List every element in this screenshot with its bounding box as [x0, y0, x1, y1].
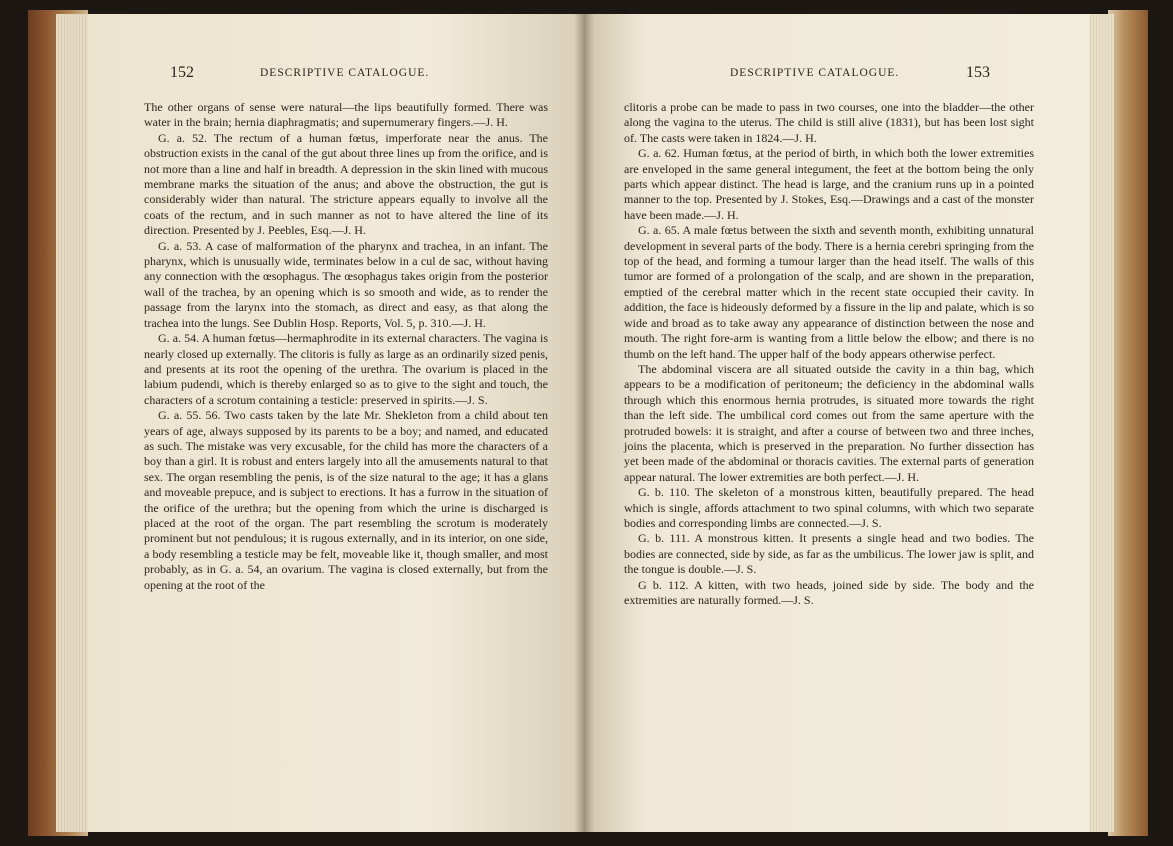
running-head: DESCRIPTIVE CATALOGUE. — [730, 67, 900, 79]
page-number: 152 — [170, 64, 194, 81]
left-page — [88, 14, 584, 832]
page-edges-right — [1088, 14, 1114, 832]
right-page — [584, 14, 1090, 832]
paragraph: G. a. 65. A male fœtus between the sixth and seventh month, exhibiting unnatural development in several parts of the body. There is a hernia cerebri springing from the top of the head, and forming a tumour larger than the head itself. The walls of this tumor are formed of a prolongation of the scalp, and are shown in the preparation, emptied of the cerebral matter which in the recent state occupied their cavity. In addition, the face is hideously deformed by a fissure in the lip and palate, which is so wide and broad as to take away any appearance of distinction between the nose and mouth. The right fore-arm is wanting from a little below the elbow; and there is no thumb on the left hand. The upper half of the body appears otherwise perfect. — [624, 223, 1034, 361]
right-page-header — [584, 64, 1090, 84]
paragraph: G. b. 111. A monstrous kitten. It presents a single head and two bodies. The bodies are connected, side by side, as far as the umbilicus. The lower jaw is split, and the tongue is double.—J. S. — [624, 531, 1034, 577]
page-edges-left — [56, 14, 90, 832]
right-page-body — [624, 100, 1034, 608]
paragraph: The other organs of sense were natural—the lips beautifully formed. There was water in the brain; hernia diaphragmatis; and supernumerary fingers.—J. H. — [144, 100, 548, 130]
paragraph: G. a. 53. A case of malformation of the pharynx and trachea, in an infant. The pharynx, which is unusually wide, terminates below in a cul de sac, without having any connection with the œsophagus. The œsophagus takes origin from the posterior wall of the trachea, by an opening which is so smooth and wide, as to render the passage from the larynx into the stomach, as direct and easy, as that along the trachea into the lungs. See Dublin Hosp. Reports, Vol. 5, p. 310.—J. H. — [144, 238, 548, 330]
paragraph: G. b. 110. The skeleton of a monstrous kitten, beautifully prepared. The head which is single, affords attachment to two spinal columns, with which two separate bodies and corresponding limbs are connected.—J. S. — [624, 485, 1034, 530]
paragraph: G. a. 52. The rectum of a human fœtus, imperforate near the anus. The obstruction exists in the canal of the gut about three lines up from the orifice, and is not more than a line and half in breadth. A depression in the skin lined with mucous membrane marks the situation of the anus; and above the obstruction, the gut is considerably wider than natural. The stricture appears equally to involve all the coats of the rectum, and in such manner as not to have altered the line of its direction. Presented by J. Peebles, Esq.—J. H. — [144, 130, 548, 238]
page-number: 153 — [966, 64, 990, 81]
book-gutter — [574, 14, 594, 832]
paragraph: G. a. 62. Human fœtus, at the period of birth, in which both the lower extremities are enveloped in the same general integument, the feet at the bottom being the only parts which appear distinct. The head is large, and the cranium runs up in a pointed manner to the top. Presented by J. Stokes, Esq.—Drawings and a cast of the monster have been made.—J. H. — [624, 146, 1034, 222]
book-cover-right — [1108, 10, 1148, 836]
paragraph: G. a. 55. 56. Two casts taken by the late Mr. Shekleton from a child about ten years of age, always supposed by its parents to be a boy; and named, and educated as such. The mistake was very excusable, for the child has more the characters of a boy than a girl. It is robust and enters largely into all the amusements natural to that sex. The organ resembling the penis, is of the size natural to the age; it has a glans and moveable prepuce, and is subject to erections. It has a furrow in the situation of the orifice of the urethra; but the opening from which the urine is discharged is placed at the root of the organ. The part resembling the scrotum is moderately prominent but not pendulous; it is rugous externally, and in its interior, on one side, a body resembling a testicle may be felt, moveable like it, though smaller, and most probably, as in G. a. 54, an ovarium. The vagina is closed externally, but from the opening at the root of the — [144, 408, 548, 592]
paragraph: The abdominal viscera are all situated outside the cavity in a thin bag, which appears to be a modification of peritoneum; the deficiency in the abdominal walls through which this enormous hernia protrudes, is situated more towards the right than the left side. The umbilical cord comes out from the same aperture with the protruded bowels: it is straight, and after a course of between two and three inches, joins the placenta, which is preserved in the preparation. No further dissection has yet been made of the abdominal or thoracis cavities. The external parts of generation appear natural. The lower extremities are both perfect.—J. H. — [624, 361, 1034, 484]
left-page-header — [88, 64, 584, 84]
left-page-body — [144, 100, 548, 593]
running-head: DESCRIPTIVE CATALOGUE. — [260, 67, 430, 79]
paragraph: clitoris a probe can be made to pass in two courses, one into the bladder—the other along the vagina to the uterus. The child is still alive (1831), but has been lost sight of. The casts were taken in 1824.—J. H. — [624, 100, 1034, 145]
paragraph: G. a. 54. A human fœtus—hermaphrodite in its external characters. The vagina is nearly closed up externally. The clitoris is fully as large as an ordinarily sized penis, and presents at its root the opening of the urethra. The ovarium is placed in the labium pudendi, which is thereby enlarged so as to give to the sight and touch, the characters of a scrotum containing a testicle: preserved in spirits.—J. S. — [144, 331, 548, 407]
paragraph: G b. 112. A kitten, with two heads, joined side by side. The body and the extremities are naturally formed.—J. S. — [624, 577, 1034, 607]
